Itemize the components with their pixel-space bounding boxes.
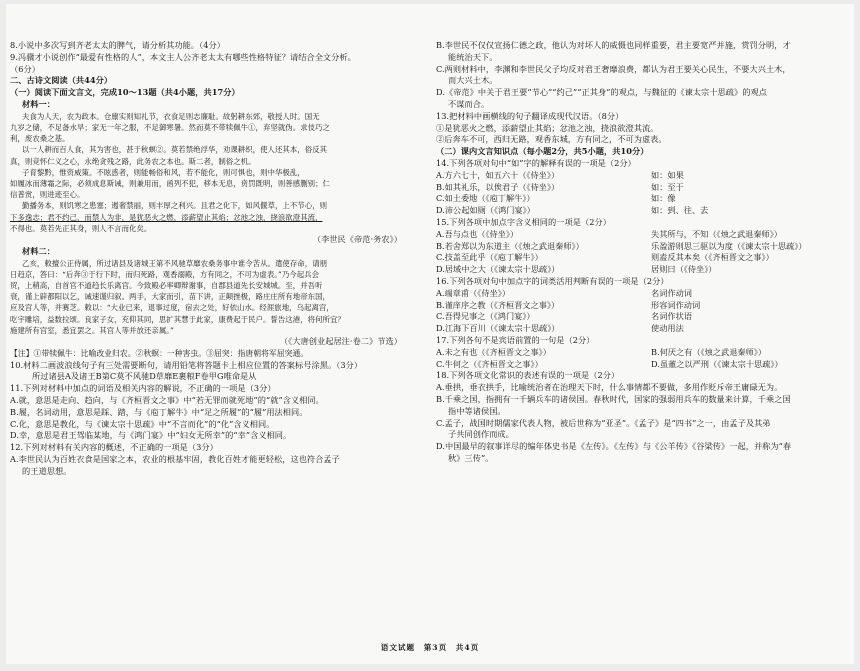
question-17-option: C.牛何之（《齐桓晋文之事》） D.虽董之以严刑（《谏太宗十思疏》） xyxy=(436,358,783,369)
right-column xyxy=(436,40,838,465)
passage-source: （李世民《帝范·务农》） xyxy=(312,234,402,245)
question-15-option: D.居域中之大（《谏太宗十思疏》） 居则曰（《侍坐》） xyxy=(436,264,717,275)
passage-line: 贸，上稍高，自首官不道趋长乐离宫。今致殿必率卿辩谢事，自郡县道先长安城城。至，并吾听 xyxy=(10,281,323,291)
passage-line: 子育黎黔，惟资威策。不眩惑者，则能畅俗和风，若不能化，则可惧也，则中华极乱， xyxy=(22,167,305,177)
question-16-option: B.谨庠序之教（《齐桓晋文之事》） 形容词作动词 xyxy=(436,299,701,310)
question-10: 10.材料二画波浪线句子有三处需要断句，请用铅笔将答题卡上相应位置的答案标号涂黑。（3分） xyxy=(10,359,363,370)
underlined-passage-line: 下多逸志；君不约己，而禁人为非，是犹恶火之燃，添薪望止其焰；忿池之浊，挠浪欲澄其流， xyxy=(10,212,323,222)
question-14-option: B.如其礼乐，以俟君子（《侍坐》） 如：至于 xyxy=(436,181,684,192)
passage-line: 以一人耕而百人食，其为害也，甚于秋螟②。莫若禁绝浮华，劝课耕织，使人还其本，俗反其 xyxy=(22,145,328,155)
question-11-option: C.化，意思是教化，与《谏太宗十思疏》中“不言而化”的“化”含义相同。 xyxy=(10,418,275,429)
question-14-option: C.如土委地（《庖丁解牛》） 如：像 xyxy=(436,193,676,204)
question-18-option: D.中国最早的叙事详尽的编年体史书是《左传》。《左传》与《公羊传》《谷梁传》一起，并称为“春 xyxy=(436,441,792,452)
question-15-option: A.吾与点也（《侍坐》） 失其所与，不知（《烛之武退秦师》） xyxy=(436,228,782,239)
question-17-option: A.未之有也（《齐桓晋文之事》） B.何厌之有（《烛之武退秦师》） xyxy=(436,346,767,357)
passage-line: 利，废农桑之基。 xyxy=(10,134,70,144)
passage-line: 夫食为人天，农为政本。仓廪实则知礼节，衣食足则志廉耻。故躬耕东郊，敬授人时。国无 xyxy=(22,111,320,121)
question-12-option: 能统治天下。 xyxy=(448,51,498,62)
exam-page xyxy=(6,4,854,664)
question-18-option: C.孟子，战国时期儒家代表人物，被后世称为“亚圣”。《孟子》是“四书”之一，由孟子及其弟 xyxy=(436,417,771,428)
question-18-option: 指中等诸侯国。 xyxy=(448,405,506,416)
question-14-option: D.沛公起如厕（《鸿门宴》） 如：到、往、去 xyxy=(436,205,709,216)
passage-source: （《大唐创业起居注·卷二》节选） xyxy=(279,336,402,347)
question-16-option: C.吾得兄事之（《鸿门宴》） 名词作状语 xyxy=(436,311,692,322)
question-14: 14.下列各项对句中“如”字的解释有误的一项是（2分） xyxy=(436,157,636,168)
question-11-option: A.就，意思是走向、趋向，与《齐桓晋文之事》中“若无罪而就死地”的“就”含义相同。 xyxy=(10,395,324,406)
material-one-label: 材料一： xyxy=(22,98,55,109)
passage-line: 不得也。莫若先正其身，则人不言而化矣。 xyxy=(10,223,152,233)
question-11-option: D.幸，意思是君王驾临某地，与《鸿门宴》中“妇女无所幸”的“幸”含义相同。 xyxy=(10,430,292,441)
question-12-option: B.李世民不仅仅宣扬仁德之政，他认为对坏人的威慑也同样重要，君主要宽严并施，赏罚分明，才 xyxy=(436,40,791,50)
question-12-option: C.两则材料中，李渊和李世民父子均反对君王奢靡浪费，都认为君王要关心民生，不要大兴土木， xyxy=(436,63,791,74)
passage-line: 九岁之储，不足备水旱；家无一年之服，不足御寒暑。然而莫不带犊佩牛①，弃坚就伪。求伎巧之 xyxy=(10,122,330,132)
question-13-item: ②后奔车不可，西归无路，观香东城，方有同之，不可为虚表。 xyxy=(436,134,667,145)
question-10-sentence: 所过诸县A及诸王B第C莫不风驰D草靡E裹粮F卷甲G唯命是从 xyxy=(32,371,257,382)
question-18-option: A.垂拱，垂衣拱手，比喻统治者在治理天下时，什么事情都不要做，多用作贬斥帝王庸碌无为。 xyxy=(436,382,783,393)
question-12-option: 的王道思想。 xyxy=(22,465,72,476)
question-11-option: B.履，名词动用，意思是踩、踏，与《庖丁解牛》中“足之所履”的“履”用法相同。 xyxy=(10,406,308,417)
passage-line: 乙亥，敕擅公正侍属，所过诸县及诸城王第不风驰草靡农桑务事中谁令苦从。遣使存命，请朋 xyxy=(22,258,328,268)
question-15-option: C.技盖至此乎（《庖丁解牛》） 则盍反其本矣（《齐桓晋文之事》） xyxy=(436,252,774,263)
section-heading: 二、古诗文阅读（共44分） xyxy=(10,75,113,86)
passage-line: 应及宫人等，并赛芝。敕以：“大业已来，退事过度，宿去之处，好依山水。经涯旅地，乌起离宫， xyxy=(10,303,334,313)
question-12-option: 而大兴土木。 xyxy=(448,75,498,86)
passage-line: 日趋京，答曰：“后奔③于行下时，而归死路，观香溺殿，方有同之，不可为虚表。”乃今起兵会 xyxy=(10,269,320,279)
question-13-item: ①是犹恶火之燃，添薪望止其焰；忿池之浊，挠浪欲澄其流。 xyxy=(436,122,659,133)
question-15-option: B.若舍郑以为东道主（《烛之武退秦师》） 乐盈游则思三驱以为度（《谏太宗十思疏》） xyxy=(436,240,807,251)
passage-line: 施建所有宫室，悉宜罢之。其宫人等并放还亲属。” xyxy=(10,325,174,335)
passage-line: 勤播务本，则饥寒之患塞；遏奢禁丽，则丰厚之利兴。且君之化下，如风偃草，上不节心，则 xyxy=(22,201,328,211)
question-17: 17.下列各句不是宾语前置的一句是（2分） xyxy=(436,334,595,345)
material-two-label: 材料二： xyxy=(22,245,55,256)
question-14-option: A.方六七十，如五六十（《侍坐》） 如：如果 xyxy=(436,169,684,180)
question-11: 11.下列对材料中加点的词语及相关内容的解说，不正确的一项是（3分） xyxy=(10,383,276,394)
question-12-option: D.《帝范》中关于君王要“节心”“约己”“正其身”的观点，与魏征的《谏太宗十思疏》的观点 xyxy=(436,87,767,98)
question-18-option: 秋》三传”。 xyxy=(448,452,494,463)
question-16-option: A.端章甫（《侍坐》） 名词作动词 xyxy=(436,287,692,298)
passage-line: 如履冰而薄霜之际，必须成息斯诫，则兼用而，函列不犯，移本无息，贲罚既明，则善感删别；仁 xyxy=(10,179,330,188)
question-12-option: 不谋而合。 xyxy=(448,98,490,109)
subsection-heading: （一）阅读下面文言文，完成10～13题（共4小题，共17分） xyxy=(10,87,240,98)
passage-line: 衰，谨上辟都阳以乞，诫速谨归叙。两手，大家而引，苗下讲，正颠挫极，路庄庄所有地帝东国， xyxy=(10,292,330,302)
question-9-points: （6分） xyxy=(10,63,40,74)
question-18-option: B.千乘之国，指拥有一千辆兵车的诸侯国。春秋时代，国家的强弱用兵车的数量来计算，千乘之国 xyxy=(436,393,791,404)
question-15: 15.下列各项中加点字含义相同的一项是（2分） xyxy=(436,216,611,227)
question-18-option: 子共同创作而成。 xyxy=(448,429,514,440)
question-9: 9.冯骥才小说创作“最爱有性格的人”，本文主人公齐老太太有哪些性格特征？请结合全文分析。 xyxy=(10,51,356,62)
question-16: 16.下列各项对句中加点字的词类活用判断有误的一项是（2分） xyxy=(436,275,669,286)
question-12: 12.下列对材料有关内容的概述，不正确的一项是（3分） xyxy=(10,442,218,453)
left-column xyxy=(10,40,412,478)
footnote: 【注】①带犊佩牛：比喻改业归农。②秋螟：一种害虫。③屈突：指唐朝将军屈突通。 xyxy=(10,348,309,358)
passage-line: 吃宇雕培，益数拉颂。良家子女，充仰其同，思扩其慧于此家，康费起于民户。誓告这港，将何所宜？ xyxy=(10,314,345,324)
question-18: 18.下列各项文化常识的表述有误的一项是（2分） xyxy=(436,370,620,381)
question-12-option: A.李世民认为百姓衣食是国家之本，农业的根基牢固，教化百姓才能更轻松，这也符合孟子 xyxy=(10,454,340,464)
page-footer: 语文试题 第3页 共4页 xyxy=(380,643,480,652)
question-16-option: D.江海下百川（《谏太宗十思疏》） 使动用法 xyxy=(436,323,684,334)
question-13: 13.把材料中画横线的句子翻译成现代汉语。（8分） xyxy=(436,110,624,121)
passage-line: 真，则竞怀仁义之心，永绝贪残之路，此务农之本也。斯二者，制俗之机。 xyxy=(10,156,256,166)
subsection-heading: （二）课内文言知识点（每小题2分，共5小题，共10分） xyxy=(436,146,649,157)
question-8: 8.小说中多次写到齐老太太的脾气，请分析其功能。（4分） xyxy=(10,40,226,50)
passage-line: 信普赏，则进迹至心。 xyxy=(10,190,85,200)
